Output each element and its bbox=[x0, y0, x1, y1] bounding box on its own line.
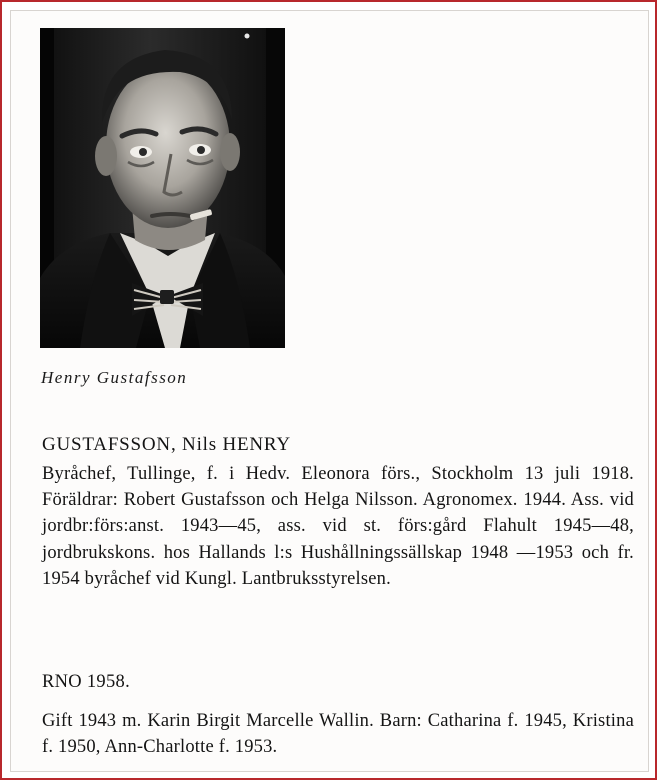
entry-heading: GUSTAFSSON, Nils HENRY bbox=[42, 434, 291, 455]
entry-family: Gift 1943 m. Karin Birgit Marcelle Wallin. Barn: Catharina f. 1945, Kristina f. 1950, Ann-Charlotte f. 1953. bbox=[42, 711, 634, 758]
entry-biography: Byråchef, Tullinge, f. i Hedv. Eleonora förs., Stockholm 13 juli 1918. Föräldrar: Robert Gustafsson och Helga Nilsson. Agronomex. 1944. Ass. vid jordbr:förs:anst. 1943—45, ass. vid st. förs:gård Flahult 1945—48, jordbrukskons. hos Hallands l:s Hushållningssällskap 1948 —1953 och fr. 1954 byråchef vid Kungl. Lantbruksstyrelsen. bbox=[42, 464, 634, 589]
portrait-photo bbox=[40, 28, 285, 348]
portrait-illustration bbox=[40, 28, 285, 348]
photo-caption: Henry Gustafsson bbox=[41, 368, 188, 387]
entry-honors: RNO 1958. bbox=[42, 672, 131, 692]
